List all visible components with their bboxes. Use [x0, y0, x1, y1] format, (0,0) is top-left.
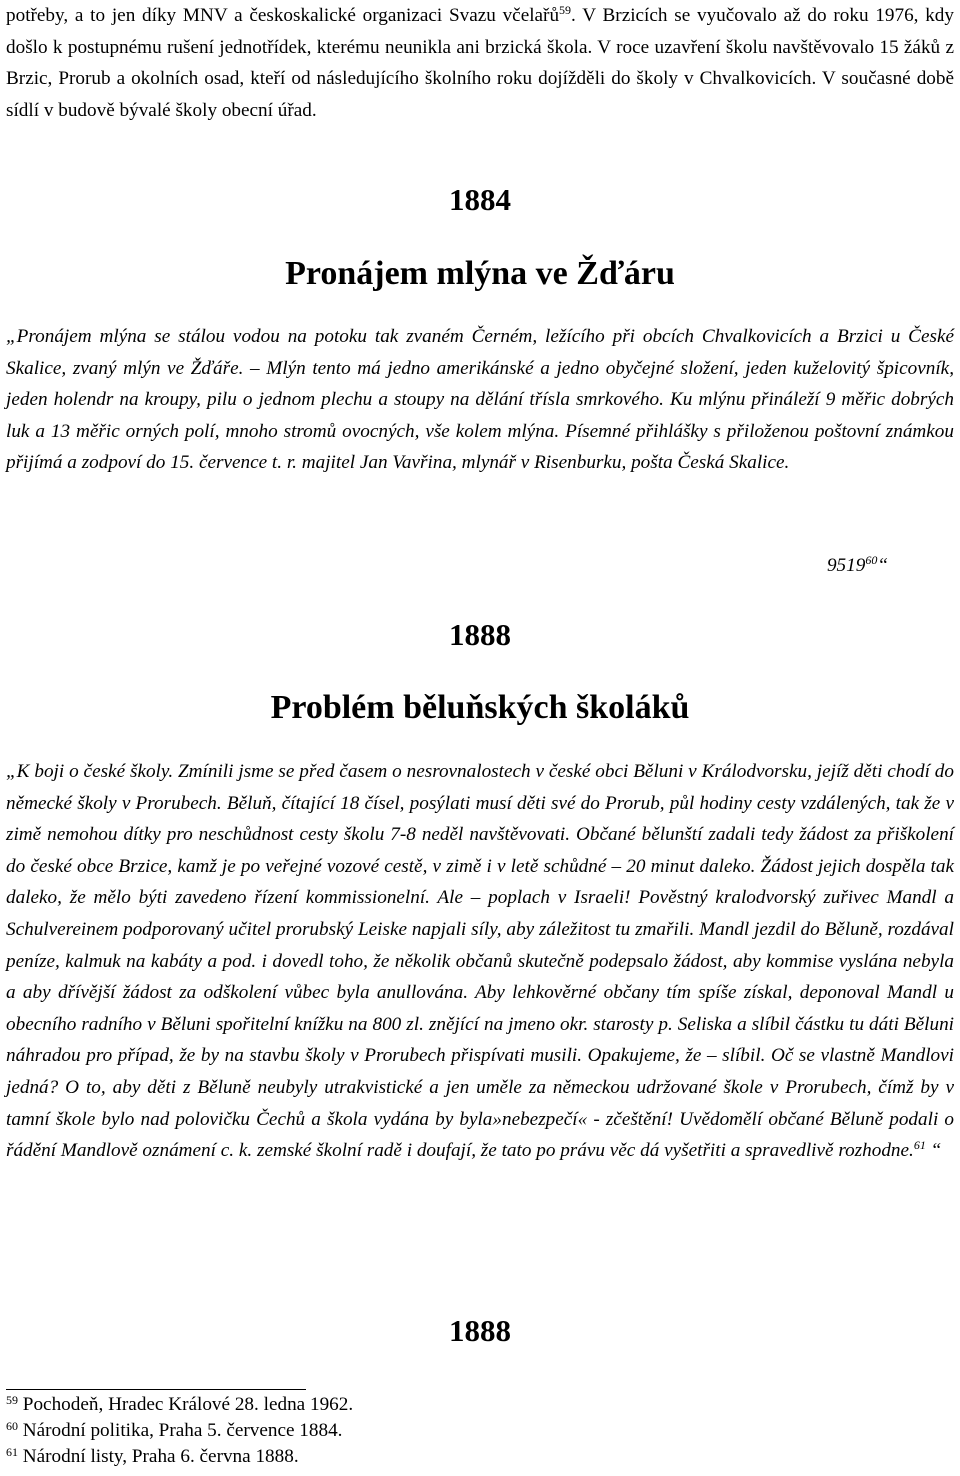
reference-close-quote: “: [877, 555, 888, 576]
section-1888-close-quote: “: [930, 1140, 942, 1162]
section-1888-second-year: 1888: [449, 1313, 511, 1348]
footnotes: [6, 1392, 353, 1470]
intro-paragraph: [6, 0, 954, 126]
intro-text-b: . V Brzicích se vyučovalo až do roku 1976, kdy došlo k postupnému rušení jednotřídek, kterému neunikla ani brzická škola. V roce uzavření školu navštěvovalo 15 žáků z Brzic, Prorub a okolních osad, kteří od následujícího školního roku dojížděli do školy v Chvalkovicích. V současné době sídlí v budově bývalé školy obecní úřad.: [6, 5, 954, 121]
reference-number: 9519: [826, 555, 866, 576]
section-1884-reference: [827, 555, 888, 577]
footnote-ref-60[interactable]: 60: [865, 553, 878, 567]
footnote-number: 61: [6, 1445, 18, 1459]
section-1888-title: Problém běluňských školáků: [270, 689, 690, 726]
section-1888-year: 1888: [449, 617, 511, 652]
section-1888-quote: [6, 756, 954, 1167]
section-1884-quote-text: „Pronájem mlýna se stálou vodou na potoku tak zvaném Černém, ležícího při obcích Chvalkovicích a Brzici u České Skalice, zvaný mlýn ve Žďáře. – Mlýn tento má jedno amerikánské a jedno obyčejné složení, jeden kuželovitý špicovník, jeden holendr na kroupy, pilu o jednom plechu a stoupy na dělání třísla smrkového. Ku mlýnu přináleží 9 měřic dobrých luk a 13 měřic orných polí, mnoho stromů ovocných, vše kolem mlýna. Písemné přihlášky s přiloženou poštovní známkou přijímá a zodpoví do 15. července t. r. majitel Jan Vavřina, mlynář v Risenburku, pošta Česká Skalice.: [6, 326, 954, 474]
footnote-number: 59: [6, 1393, 18, 1407]
section-1884-year: 1884: [449, 182, 511, 217]
footnote-61: [6, 1444, 353, 1470]
section-1884-quote: [6, 321, 954, 479]
footnote-ref-61[interactable]: 61: [913, 1138, 926, 1153]
footnote-number: 60: [6, 1419, 18, 1433]
footnote-text: Pochodeň, Hradec Králové 28. ledna 1962.: [22, 1394, 354, 1415]
section-1884-title: Pronájem mlýna ve Žďáru: [285, 255, 675, 292]
footnote-text: Národní listy, Praha 6. června 1888.: [22, 1446, 299, 1467]
footnote-text: Národní politika, Praha 5. července 1884.: [22, 1420, 343, 1441]
intro-text-a: potřeby, a to jen díky MNV a českoskalické organizaci Svazu včelařů: [6, 5, 560, 26]
footnote-59: [6, 1392, 353, 1418]
footnote-divider: [6, 1389, 306, 1390]
footnote-ref-59[interactable]: 59: [559, 3, 572, 17]
section-1888-quote-text: „K boji o české školy. Zmínili jsme se před časem o nesrovnalostech v české obci Běluni v Králodvorsku, jejíž děti chodí do německé školy v Prorubech. Běluň, čítající 18 čísel, posýlati musí děti své do Prorub, půl hodiny cesty vzdálených, tak že v zimě nemohou dítky pro neschůdnost cesty školu 7-8 neděl navštěvovati. Občané bělunští zadali tedy žádost za přiškolení do české obce Brzice, kamž je po veřejné vozové cestě, v zimě i v letě schůdné – 20 minut daleko. Žádost jejich dospěla tak daleko, že mělo býti zavedeno řízení kommissionelní. Ale – poplach v Israeli! Pověstný kralodvorský zuřivec Mandl a Schulvereinem podporovaný učitel prorubský Leiske napjali síly, aby záležitost tu zmařili. Mandl jezdil do Běluně, rozdával peníze, kalmuk na kabáty a pod. i dovedl toho, že několik občanů skutečně podepsalo žádost, aby kommise vyslána nebyla a aby dřívější žádost za odškolení vůbec byla anullována. Aby lehkověrné občany tím spíše získal, deponoval Mandl u obecního radního v Běluni spořitelní knížku na 800 zl. znějící na jmeno okr. starosty p. Seliska a slíbil částku tu dáti Běluni náhradou pro případ, že by na stavbu školy v Prorubech přispívati musili. Opakujeme, že – slíbil. Oč se vlastně Mandlovi jedná? O to, aby děti z Běluně neubyly utrakvistické a jen uměle za německou udržované škole v Prorubech, čímž by v tamní škole bylo nad polovičku Čechů a škola vydána by byla»nebezpečí« - zčeštění! Uvědomělí občané Běluně podali o řádění Mandlově oznámení c. k. zemské školní radě i doufají, že tato po právu věc dá vyšetřiti a spravedlivě rozhodne.: [6, 761, 954, 1162]
footnote-60: [6, 1418, 353, 1444]
